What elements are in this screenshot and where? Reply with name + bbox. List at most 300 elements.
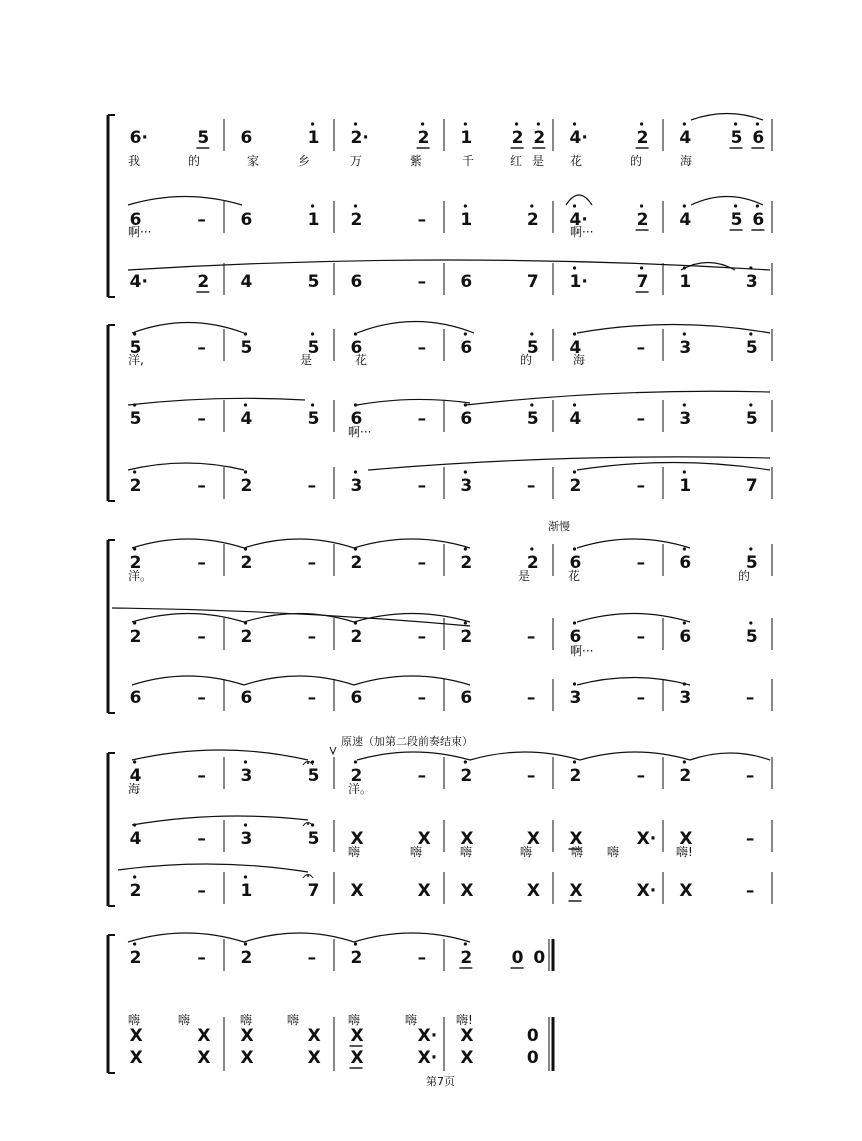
lyric-syllable: 啊··· <box>128 225 152 239</box>
note: X <box>197 1026 211 1046</box>
slur <box>354 676 470 685</box>
octave-dot <box>573 122 576 125</box>
note: 1 <box>307 128 320 148</box>
note: 4 <box>240 409 253 429</box>
octave-dot <box>573 682 576 685</box>
octave-dot <box>749 403 752 406</box>
slur <box>466 391 770 405</box>
fermata-dot <box>307 823 309 825</box>
note: 2 <box>350 627 363 647</box>
lyric-syllable: 洋。 <box>348 782 373 796</box>
note: – <box>307 476 317 496</box>
octave-dot <box>640 204 643 207</box>
octave-dot <box>515 122 518 125</box>
note: – <box>197 829 206 849</box>
octave-dot <box>683 204 686 207</box>
note: 5 <box>745 409 758 429</box>
octave-dot <box>244 332 247 335</box>
octave-dot <box>354 122 357 125</box>
note: 0 <box>511 948 524 968</box>
note: 1 <box>679 272 692 292</box>
note: 5 <box>307 338 320 358</box>
note: 2 <box>350 766 363 786</box>
note: 7 <box>745 476 758 496</box>
octave-dot <box>133 942 136 945</box>
note: – <box>307 688 317 708</box>
note: 5 <box>745 553 758 573</box>
lyric-syllable: 乡 <box>298 154 311 168</box>
note: 2· <box>350 128 369 148</box>
octave-dot <box>244 875 247 878</box>
octave-dot <box>683 547 686 550</box>
note: – <box>197 409 206 429</box>
note: – <box>526 688 536 708</box>
octave-dot <box>683 621 686 624</box>
note: 6 <box>569 553 582 573</box>
slur <box>132 323 244 334</box>
octave-dot <box>573 266 576 269</box>
note: X· <box>417 1048 438 1068</box>
lyric-syllable: 嗨 <box>460 845 473 859</box>
note: 2 <box>526 553 539 573</box>
note: – <box>417 338 427 358</box>
note: 4· <box>569 210 588 230</box>
note: X <box>307 1026 321 1046</box>
lyric-syllable: 的 <box>738 569 751 583</box>
note: 5 <box>129 338 142 358</box>
note: 5 <box>745 338 758 358</box>
note: 6 <box>240 210 253 230</box>
lyric-syllable: 啊··· <box>570 225 594 239</box>
note: 2 <box>197 272 210 292</box>
note: – <box>636 627 646 647</box>
note: – <box>745 766 755 786</box>
octave-dot <box>640 122 643 125</box>
note: 6 <box>350 272 363 292</box>
octave-dot <box>537 122 540 125</box>
lyric-syllable: 嗨 <box>405 1013 418 1027</box>
note: – <box>417 766 427 786</box>
slur <box>690 753 770 760</box>
slur <box>128 933 244 942</box>
fermata-dot <box>307 762 309 764</box>
note: 5 <box>730 128 743 148</box>
octave-dot <box>244 823 247 826</box>
slur <box>577 325 770 334</box>
note: – <box>745 881 755 901</box>
slur <box>577 614 690 623</box>
lyric-syllable: 海 <box>680 154 693 168</box>
octave-dot <box>464 942 467 945</box>
note: 1 <box>307 210 320 230</box>
note: 2 <box>129 476 142 496</box>
octave-dot <box>244 403 247 406</box>
slur <box>132 614 244 623</box>
note: 6 <box>129 210 142 230</box>
octave-dot <box>311 122 314 125</box>
note: – <box>636 766 646 786</box>
note: 6 <box>460 688 473 708</box>
note: 2 <box>240 553 253 573</box>
slur <box>577 678 690 686</box>
lyric-syllable: 嗨 <box>128 1013 141 1027</box>
lyric-syllable: 千 <box>462 154 475 168</box>
slur <box>357 752 470 760</box>
note: 6 <box>679 553 692 573</box>
note: 3 <box>460 476 473 496</box>
note: 2 <box>533 128 546 148</box>
note: 2 <box>417 128 430 148</box>
lyric-syllable: 是 <box>518 569 531 583</box>
note: X <box>350 881 364 901</box>
octave-dot <box>464 547 467 550</box>
octave-dot <box>464 621 467 624</box>
octave-dot <box>311 204 314 207</box>
note: 3 <box>679 338 692 358</box>
note: – <box>526 476 536 496</box>
note: – <box>417 688 427 708</box>
lyric-syllable: 海 <box>573 353 586 367</box>
octave-dot <box>354 332 357 335</box>
note: – <box>197 553 206 573</box>
note: – <box>636 409 646 429</box>
note: – <box>197 338 206 358</box>
note: 5 <box>526 409 539 429</box>
note: 2 <box>460 553 473 573</box>
note: 6 <box>679 627 692 647</box>
note: 1 <box>460 128 473 148</box>
slur <box>577 539 690 548</box>
note: 4 <box>679 128 692 148</box>
note: – <box>417 476 427 496</box>
lyric-syllable: 万 <box>350 154 363 168</box>
note: – <box>417 210 427 230</box>
lyric-syllable: 家 <box>247 154 260 168</box>
octave-dot <box>749 332 752 335</box>
slur <box>132 539 244 548</box>
note: – <box>197 627 206 647</box>
lyric-syllable: 嗨 <box>410 845 423 859</box>
note: 3 <box>240 829 253 849</box>
octave-dot <box>354 470 357 473</box>
lyric-syllable: 花 <box>568 569 581 583</box>
lyric-syllable: 洋, <box>128 353 144 367</box>
page-number: 第7页 <box>426 1075 455 1088</box>
note: X <box>460 1048 474 1068</box>
note: X <box>350 1048 364 1068</box>
note: X <box>307 1048 321 1068</box>
note: 6 <box>752 128 765 148</box>
octave-dot <box>683 332 686 335</box>
note: 2 <box>636 210 649 230</box>
note: 7 <box>526 272 539 292</box>
note: – <box>197 688 206 708</box>
octave-dot <box>640 266 643 269</box>
note: 6 <box>240 688 253 708</box>
lyric-syllable: 嗨 <box>287 1013 300 1027</box>
note: – <box>526 627 536 647</box>
slur <box>132 816 308 825</box>
note: X <box>460 829 474 849</box>
slur <box>128 463 244 470</box>
lyric-syllable: 花 <box>355 353 368 367</box>
octave-dot <box>464 332 467 335</box>
slur <box>244 676 354 685</box>
note: 5 <box>745 627 758 647</box>
octave-dot <box>749 547 752 550</box>
note: 5 <box>307 766 320 786</box>
note: – <box>417 627 427 647</box>
octave-dot <box>354 403 357 406</box>
slur <box>357 322 474 334</box>
note: 2 <box>350 210 363 230</box>
lyric-syllable: 我 <box>128 154 141 168</box>
note: 2 <box>240 476 253 496</box>
octave-dot <box>133 875 136 878</box>
note: – <box>636 553 646 573</box>
octave-dot <box>756 122 759 125</box>
slur <box>112 608 470 626</box>
note: 2 <box>129 881 142 901</box>
lyric-syllable: 嗨 <box>571 845 584 859</box>
note: 2 <box>129 948 142 968</box>
octave-dot <box>464 470 467 473</box>
octave-dot <box>573 760 576 763</box>
lyric-syllable: 嗨 <box>520 845 533 859</box>
octave-dot <box>573 547 576 550</box>
note: X <box>460 881 474 901</box>
note: 3 <box>745 272 758 292</box>
note: 2 <box>460 766 473 786</box>
note: X <box>417 829 431 849</box>
breath-mark <box>330 747 336 754</box>
slur <box>118 864 308 872</box>
note: X· <box>417 1026 438 1046</box>
slur <box>691 197 763 206</box>
note: 6 <box>350 409 363 429</box>
note: 6· <box>129 128 148 148</box>
note: 2 <box>350 553 363 573</box>
note: 3 <box>350 476 363 496</box>
lyric-syllable: 嗨! <box>676 845 693 859</box>
note: 6 <box>460 409 473 429</box>
octave-dot <box>133 470 136 473</box>
note: – <box>417 553 427 573</box>
lyric-syllable: 嗨! <box>456 1013 473 1027</box>
slowing-tempo-mark: 渐慢 <box>548 520 570 533</box>
note: 2 <box>129 627 142 647</box>
note: X <box>240 1026 254 1046</box>
slur <box>357 399 470 405</box>
lyric-syllable: 啊··· <box>570 644 594 658</box>
note: 3 <box>240 766 253 786</box>
note: 6 <box>240 128 253 148</box>
octave-dot <box>683 470 686 473</box>
note: 2 <box>240 948 253 968</box>
octave-dot <box>244 942 247 945</box>
note: 1 <box>679 476 692 496</box>
octave-dot <box>244 760 247 763</box>
octave-dot <box>734 122 737 125</box>
note: 1 <box>460 210 473 230</box>
note: X <box>350 1026 364 1046</box>
note: X <box>526 829 540 849</box>
note: 6 <box>460 338 473 358</box>
octave-dot <box>464 204 467 207</box>
note: 4 <box>679 210 692 230</box>
note: – <box>636 688 646 708</box>
note: X <box>679 829 693 849</box>
note: – <box>745 829 755 849</box>
note: – <box>197 881 206 901</box>
lyric-syllable: 嗨 <box>178 1013 191 1027</box>
lyric-syllable: 海 <box>128 782 141 796</box>
octave-dot <box>734 204 737 207</box>
slur <box>470 752 580 760</box>
slur <box>354 933 470 942</box>
slur <box>128 398 305 405</box>
octave-dot <box>530 547 533 550</box>
note: 5 <box>129 409 142 429</box>
octave-dot <box>311 332 314 335</box>
octave-dot <box>133 760 136 763</box>
note: 3 <box>679 688 692 708</box>
note: 2 <box>129 553 142 573</box>
octave-dot <box>749 621 752 624</box>
lyric-syllable: 红 <box>510 154 523 168</box>
note: 2 <box>569 476 582 496</box>
note: – <box>417 272 427 292</box>
note: 1 <box>240 881 253 901</box>
lyric-syllable: 是 <box>532 154 545 168</box>
note: X <box>417 881 431 901</box>
slur <box>580 752 690 760</box>
octave-dot <box>530 403 533 406</box>
note: 4· <box>569 128 588 148</box>
note: 2 <box>679 766 692 786</box>
lyric-syllable: 是 <box>300 353 313 367</box>
note: 6 <box>129 688 142 708</box>
note: – <box>417 948 427 968</box>
note: X <box>569 881 583 901</box>
octave-dot <box>573 470 576 473</box>
note: X· <box>636 881 657 901</box>
note: 2 <box>636 128 649 148</box>
note: 3 <box>679 409 692 429</box>
octave-dot <box>311 403 314 406</box>
note: 6 <box>460 272 473 292</box>
note: – <box>307 627 317 647</box>
octave-dot <box>573 403 576 406</box>
note: 5 <box>526 338 539 358</box>
note: 4 <box>569 409 582 429</box>
slur <box>577 463 770 471</box>
note: 2 <box>240 627 253 647</box>
octave-dot <box>683 403 686 406</box>
note: X <box>197 1048 211 1068</box>
note: X <box>460 1026 474 1046</box>
note: 5 <box>197 128 210 148</box>
note: – <box>636 338 646 358</box>
octave-dot <box>421 122 424 125</box>
lyric-syllable: 嗨 <box>348 845 361 859</box>
note: 2 <box>569 766 582 786</box>
note: – <box>636 476 646 496</box>
note: 4 <box>240 272 253 292</box>
note: 5 <box>307 272 320 292</box>
lyric-syllable: 花 <box>570 154 583 168</box>
note: 7 <box>307 881 320 901</box>
note: 5 <box>240 338 253 358</box>
note: 6 <box>350 688 363 708</box>
lyric-syllable: 嗨 <box>348 1013 361 1027</box>
lyric-syllable: 紫 <box>410 154 423 168</box>
slur <box>354 539 470 548</box>
octave-dot <box>756 204 759 207</box>
note: – <box>197 210 206 230</box>
octave-dot <box>464 760 467 763</box>
note: X· <box>636 829 657 849</box>
slur <box>244 614 354 623</box>
note: – <box>526 766 536 786</box>
note: – <box>745 688 755 708</box>
note: X <box>569 829 583 849</box>
lyric-syllable: 啊··· <box>348 425 372 439</box>
note: – <box>417 409 427 429</box>
note: X <box>526 881 540 901</box>
note: X <box>129 1026 143 1046</box>
lyric-syllable: 嗨 <box>607 845 620 859</box>
note: 0 <box>526 1026 539 1046</box>
octave-dot <box>573 621 576 624</box>
octave-dot <box>530 332 533 335</box>
note: X <box>240 1048 254 1068</box>
slur <box>691 114 763 121</box>
slur <box>244 539 354 548</box>
note: 4· <box>129 272 148 292</box>
note: – <box>307 553 317 573</box>
note: X <box>129 1048 143 1068</box>
note: X <box>350 829 364 849</box>
slur <box>244 933 354 942</box>
octave-dot <box>573 332 576 335</box>
note: 4 <box>129 829 142 849</box>
note: 1· <box>569 272 588 292</box>
octave-dot <box>464 122 467 125</box>
octave-dot <box>683 760 686 763</box>
note: 0 <box>533 948 546 968</box>
fermata-dot <box>307 875 309 877</box>
note: 2 <box>460 948 473 968</box>
lyric-syllable: 的 <box>520 353 533 367</box>
note: 2 <box>350 948 363 968</box>
octave-dot <box>244 470 247 473</box>
octave-dot <box>573 204 576 207</box>
octave-dot <box>354 760 357 763</box>
note: 0 <box>526 1048 539 1068</box>
slur <box>132 750 308 760</box>
note: 2 <box>526 210 539 230</box>
note: 4 <box>129 766 142 786</box>
note: 5 <box>307 409 320 429</box>
slur <box>566 195 592 205</box>
note: 5 <box>307 829 320 849</box>
note: 3 <box>569 688 582 708</box>
slur <box>128 197 242 206</box>
original-tempo-mark: 原速（加第二段前奏结束） <box>341 735 473 748</box>
slur <box>132 676 244 685</box>
octave-dot <box>683 122 686 125</box>
